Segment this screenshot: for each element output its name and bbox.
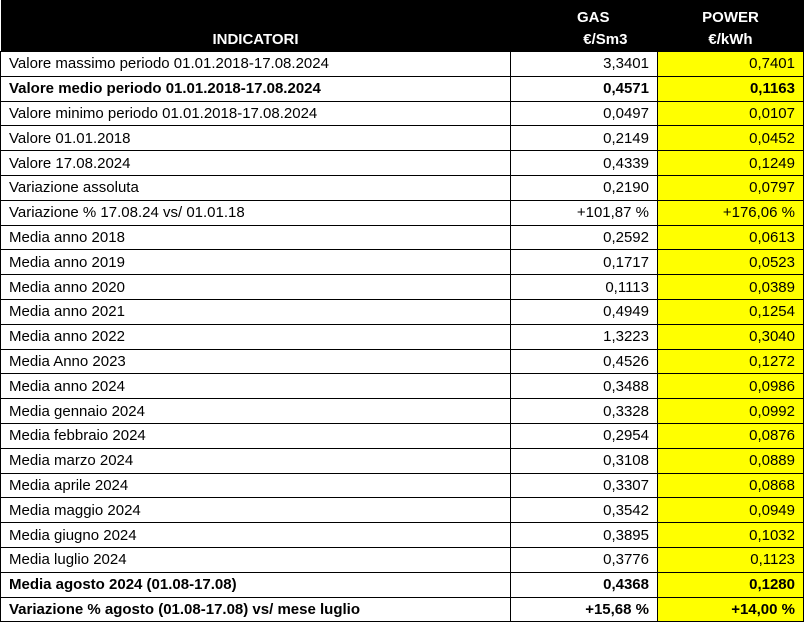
gas-value-cell: 0,0497 [511,101,658,126]
power-value-cell: 0,0452 [658,126,804,151]
indicator-cell: Media gennaio 2024 [1,399,511,424]
header-indicator-spacer [1,0,511,28]
power-value-cell: 0,1249 [658,151,804,176]
power-value-cell: 0,3040 [658,324,804,349]
indicator-cell: Media anno 2024 [1,374,511,399]
indicator-cell: Media anno 2022 [1,324,511,349]
gas-value-cell: 0,4571 [511,76,658,101]
header-gas-label: GAS [511,0,658,28]
table-row [1,299,804,324]
indicator-cell: Valore minimo periodo 01.01.2018-17.08.2024 [1,101,511,126]
power-value-cell: 0,0868 [658,473,804,498]
indicator-cell: Variazione % agosto (01.08-17.08) vs/ mese luglio [1,597,511,622]
header-row-1 [1,0,804,28]
indicator-cell: Media anno 2018 [1,225,511,250]
gas-value-cell: 0,4339 [511,151,658,176]
indicator-cell: Variazione % 17.08.24 vs/ 01.01.18 [1,200,511,225]
power-value-cell: 0,0523 [658,250,804,275]
power-value-cell: 0,1032 [658,523,804,548]
gas-value-cell: 0,3307 [511,473,658,498]
indicator-cell: Media febbraio 2024 [1,423,511,448]
gas-value-cell: 0,3542 [511,498,658,523]
indicator-cell: Media marzo 2024 [1,448,511,473]
indicator-cell: Media aprile 2024 [1,473,511,498]
indicator-cell: Valore 17.08.2024 [1,151,511,176]
table-row [1,399,804,424]
table-row [1,275,804,300]
table-row [1,523,804,548]
table-row [1,52,804,77]
power-value-cell: 0,1123 [658,547,804,572]
table-row [1,175,804,200]
power-value-cell: 0,0107 [658,101,804,126]
indicator-cell: Valore medio periodo 01.01.2018-17.08.2024 [1,76,511,101]
power-value-cell: 0,0986 [658,374,804,399]
gas-value-cell: 0,3488 [511,374,658,399]
table-row [1,374,804,399]
gas-value-cell: 0,2592 [511,225,658,250]
indicator-cell: Media maggio 2024 [1,498,511,523]
table-row [1,225,804,250]
power-value-cell: 0,0949 [658,498,804,523]
gas-value-cell: 0,1717 [511,250,658,275]
header-row-2 [1,28,804,52]
power-value-cell: +176,06 % [658,200,804,225]
header-power-label: POWER [658,0,804,28]
indicator-cell: Media anno 2020 [1,275,511,300]
table-row [1,349,804,374]
table-row [1,126,804,151]
table-row [1,324,804,349]
gas-value-cell: +15,68 % [511,597,658,622]
indicator-cell: Media anno 2019 [1,250,511,275]
indicator-cell: Media Anno 2023 [1,349,511,374]
header-gas-unit: €/Sm3 [511,28,658,52]
gas-value-cell: 3,3401 [511,52,658,77]
power-value-cell: 0,1272 [658,349,804,374]
power-value-cell: 0,1163 [658,76,804,101]
gas-value-cell: 0,3895 [511,523,658,548]
table-row [1,498,804,523]
gas-value-cell: 0,3108 [511,448,658,473]
table-header [1,0,804,52]
table-body [1,52,804,622]
gas-value-cell: 0,3328 [511,399,658,424]
header-power-unit: €/kWh [658,28,804,52]
power-value-cell: 0,0992 [658,399,804,424]
gas-value-cell: 0,2190 [511,175,658,200]
power-value-cell: 0,7401 [658,52,804,77]
gas-value-cell: +101,87 % [511,200,658,225]
gas-value-cell: 0,4368 [511,572,658,597]
power-value-cell: 0,0389 [658,275,804,300]
gas-value-cell: 0,2149 [511,126,658,151]
indicator-cell: Media luglio 2024 [1,547,511,572]
table-row [1,76,804,101]
table-row [1,597,804,622]
table-row [1,448,804,473]
power-value-cell: 0,0613 [658,225,804,250]
gas-value-cell: 0,4526 [511,349,658,374]
indicator-cell: Variazione assoluta [1,175,511,200]
power-value-cell: 0,0889 [658,448,804,473]
indicator-cell: Valore 01.01.2018 [1,126,511,151]
table-row [1,473,804,498]
power-value-cell: 0,0797 [658,175,804,200]
gas-value-cell: 0,2954 [511,423,658,448]
power-value-cell: 0,1280 [658,572,804,597]
table-row [1,101,804,126]
table-row [1,250,804,275]
header-indicator-label: INDICATORI [1,28,511,52]
table-row [1,547,804,572]
gas-value-cell: 0,4949 [511,299,658,324]
gas-value-cell: 1,3223 [511,324,658,349]
indicator-cell: Media agosto 2024 (01.08-17.08) [1,572,511,597]
indicator-cell: Valore massimo periodo 01.01.2018-17.08.2024 [1,52,511,77]
table-row [1,572,804,597]
gas-value-cell: 0,1113 [511,275,658,300]
table-row [1,151,804,176]
indicator-cell: Media anno 2021 [1,299,511,324]
power-value-cell: 0,0876 [658,423,804,448]
power-value-cell: 0,1254 [658,299,804,324]
power-value-cell: +14,00 % [658,597,804,622]
table-row [1,423,804,448]
table-row [1,200,804,225]
gas-value-cell: 0,3776 [511,547,658,572]
indicator-cell: Media giugno 2024 [1,523,511,548]
